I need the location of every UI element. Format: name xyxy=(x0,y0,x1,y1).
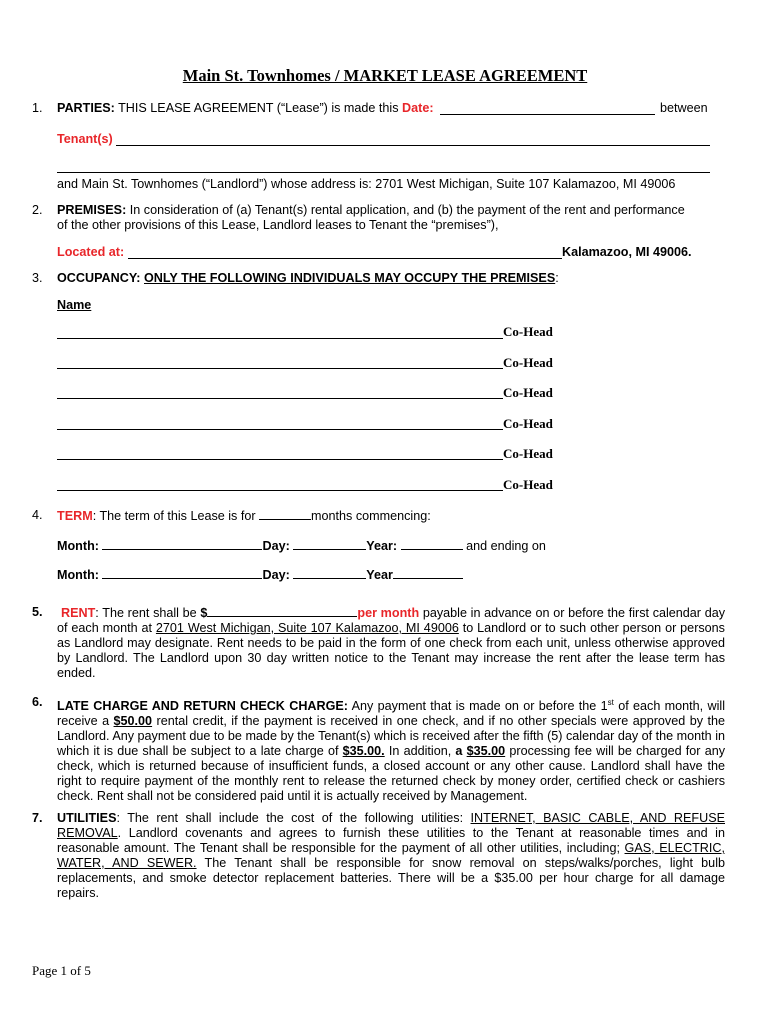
start-year-label: Year: xyxy=(366,539,401,553)
term-line xyxy=(57,508,431,523)
rent-text-2: payable in advance on or before the first calendar day of each month at xyxy=(57,606,726,635)
landlord-text: and Main St. Townhomes (“Landlord”) whose address is: 2701 West Michigan, Suite 107 Kalamazoo, MI 49006 xyxy=(57,177,676,191)
utilities-text-1: : The rent shall include the cost of the following utilities: xyxy=(116,811,471,825)
utilities-text-2: . Landlord covenants and agrees to furnish these utilities to the Tenant at reasonable times and in reasonable amount. The Tenant shall be responsible for the payment of all other utilities, including; xyxy=(57,826,725,855)
section-5-number: 5. xyxy=(32,605,43,619)
occupant-name-field[interactable] xyxy=(57,338,503,339)
rent-heading: RENT xyxy=(61,606,96,620)
tenant-label: Tenant(s) xyxy=(57,132,113,146)
occupant-role: Co-Head xyxy=(503,355,553,370)
premises-text-1: In consideration of (a) Tenant(s) rental application, and (b) the payment of the rent and performance xyxy=(126,203,685,217)
late-text-1: Any payment that is made on or before the 1 xyxy=(348,699,608,714)
tenant-field-2[interactable] xyxy=(57,172,710,173)
name-label: Name xyxy=(57,298,92,312)
section-3-number: 3. xyxy=(32,271,43,285)
occupancy-colon: : xyxy=(136,271,144,285)
ending-text: and ending on xyxy=(462,539,546,553)
utilities-heading: UTILITIES xyxy=(57,811,117,825)
start-month-field[interactable] xyxy=(102,538,262,550)
document-title: Main St. Townhomes / MARKET LEASE AGREEMENT xyxy=(182,66,588,85)
between-text: between xyxy=(660,101,708,115)
occupant-role: Co-Head xyxy=(503,385,553,400)
occupant-name-field[interactable] xyxy=(57,398,503,399)
rent-address: 2701 West Michigan, Suite 107 Kalamazoo, MI 49006 xyxy=(155,621,459,635)
city-text: Kalamazoo, MI 49006. xyxy=(562,245,692,259)
rent-paragraph xyxy=(57,605,725,681)
occupancy-line xyxy=(57,271,559,285)
end-day-field[interactable] xyxy=(293,567,366,579)
end-month-label: Month: xyxy=(57,568,103,582)
start-year-field[interactable] xyxy=(401,538,463,550)
tenant-field[interactable] xyxy=(116,145,710,146)
late-text-2: of each month, will receive a xyxy=(57,699,725,729)
late-text-4: In addition, xyxy=(384,744,456,759)
utilities-paragraph xyxy=(57,811,725,901)
end-month-field[interactable] xyxy=(102,567,262,579)
occupancy-heading: OCCUPANCY xyxy=(57,271,137,285)
term-text-1: : The term of this Lease is for xyxy=(92,509,260,523)
parties-text: THIS LEASE AGREEMENT (“Lease”) is made this xyxy=(114,101,403,115)
start-day-label: Day: xyxy=(262,539,294,553)
rental-credit: $50.00 xyxy=(113,714,153,729)
end-date-line xyxy=(57,567,463,582)
occupancy-subheading: ONLY THE FOLLOWING INDIVIDUALS MAY OCCUPY THE PREMISES xyxy=(144,271,556,285)
section-1-number: 1. xyxy=(32,101,43,115)
premises-heading: PREMISES: xyxy=(57,203,127,217)
tenant-utilities: GAS, ELECTRIC, WATER, AND SEWER. xyxy=(57,841,725,870)
section-2-number: 2. xyxy=(32,203,43,217)
rent-text-1: : The rent shall be xyxy=(95,606,201,620)
occupant-name-field[interactable] xyxy=(57,368,503,369)
rent-amount-field[interactable] xyxy=(207,605,357,617)
start-day-field[interactable] xyxy=(293,538,366,550)
parties-heading: PARTIES: xyxy=(57,101,115,115)
occupant-name-field[interactable] xyxy=(57,459,503,460)
end-day-label: Day: xyxy=(262,568,294,582)
date-field[interactable] xyxy=(440,114,655,115)
late-charge-heading: LATE CHARGE AND RETURN CHECK CHARGE: xyxy=(57,699,349,714)
per-month-label: per month xyxy=(357,606,420,620)
occupant-name-field[interactable] xyxy=(57,429,503,430)
late-text-3: rental credit, if the payment is received in one check, and if no other specials were approved by the Landlord. Any payment due to be made by the Tenant(s) which is received after the fifth (5) calendar day of the month in which it is due shall be subject to a late charge of xyxy=(57,714,725,759)
late-text-5: processing fee will be charged for any check, which is returned because of insufficient funds, a closed account or any other cause. Landlord shall have the right to require payment of the monthly rent to release the returned check by money order, certified check or cashiers check. Rent shall not be considered paid until it is actually received by Management. xyxy=(57,744,725,804)
section-6-number: 6. xyxy=(32,695,43,709)
term-text-2: months commencing: xyxy=(311,509,431,523)
premises-line-2: of the other provisions of this Lease, Landlord leases to Tenant the “premises”), xyxy=(57,218,499,232)
late-sup: st xyxy=(607,698,614,707)
term-months-field[interactable] xyxy=(259,508,311,520)
rent-text-3: to Landlord or to such other person or persons as Landlord may designate. Rent needs to be paid in the form of one check from each unit, unless otherwise approved by Landlord. The Landlord upon 30 day written notice to the Tenant may increase the rent after the lease term has ended. xyxy=(57,621,725,680)
included-utilities: INTERNET, BASIC CABLE, AND REFUSE REMOVAL xyxy=(57,811,725,840)
premises-line-1 xyxy=(57,203,685,217)
rent-dollar: $ xyxy=(200,606,208,620)
occupant-role: Co-Head xyxy=(503,416,553,431)
occupant-role: Co-Head xyxy=(503,446,553,461)
occupant-name-field[interactable] xyxy=(57,490,503,491)
utilities-text-3: The Tenant shall be responsible for snow removal on steps/walks/porches, light bulb replacements, and smoke detector replacement batteries. There will be a $35.00 per hour charge for all damage repairs. xyxy=(57,856,725,900)
occupant-role: Co-Head xyxy=(503,477,553,492)
start-date-line xyxy=(57,538,546,553)
processing-fee: $35.00 xyxy=(466,744,506,759)
late-a: a xyxy=(455,744,467,759)
date-label: Date: xyxy=(402,101,434,115)
end-year-field[interactable] xyxy=(393,567,463,579)
parties-line xyxy=(57,101,434,115)
page-number: Page 1 of 5 xyxy=(32,963,91,978)
late-fee: $35.00. xyxy=(342,744,385,759)
occupancy-end: : xyxy=(555,271,559,285)
start-month-label: Month: xyxy=(57,539,103,553)
section-4-number: 4. xyxy=(32,508,43,522)
located-label: Located at: xyxy=(57,245,125,259)
end-year-label: Year xyxy=(366,568,393,582)
address-field[interactable] xyxy=(128,258,562,259)
late-charge-paragraph xyxy=(57,695,725,804)
section-7-number: 7. xyxy=(32,811,43,825)
term-heading: TERM xyxy=(57,509,93,523)
occupant-role: Co-Head xyxy=(503,324,553,339)
